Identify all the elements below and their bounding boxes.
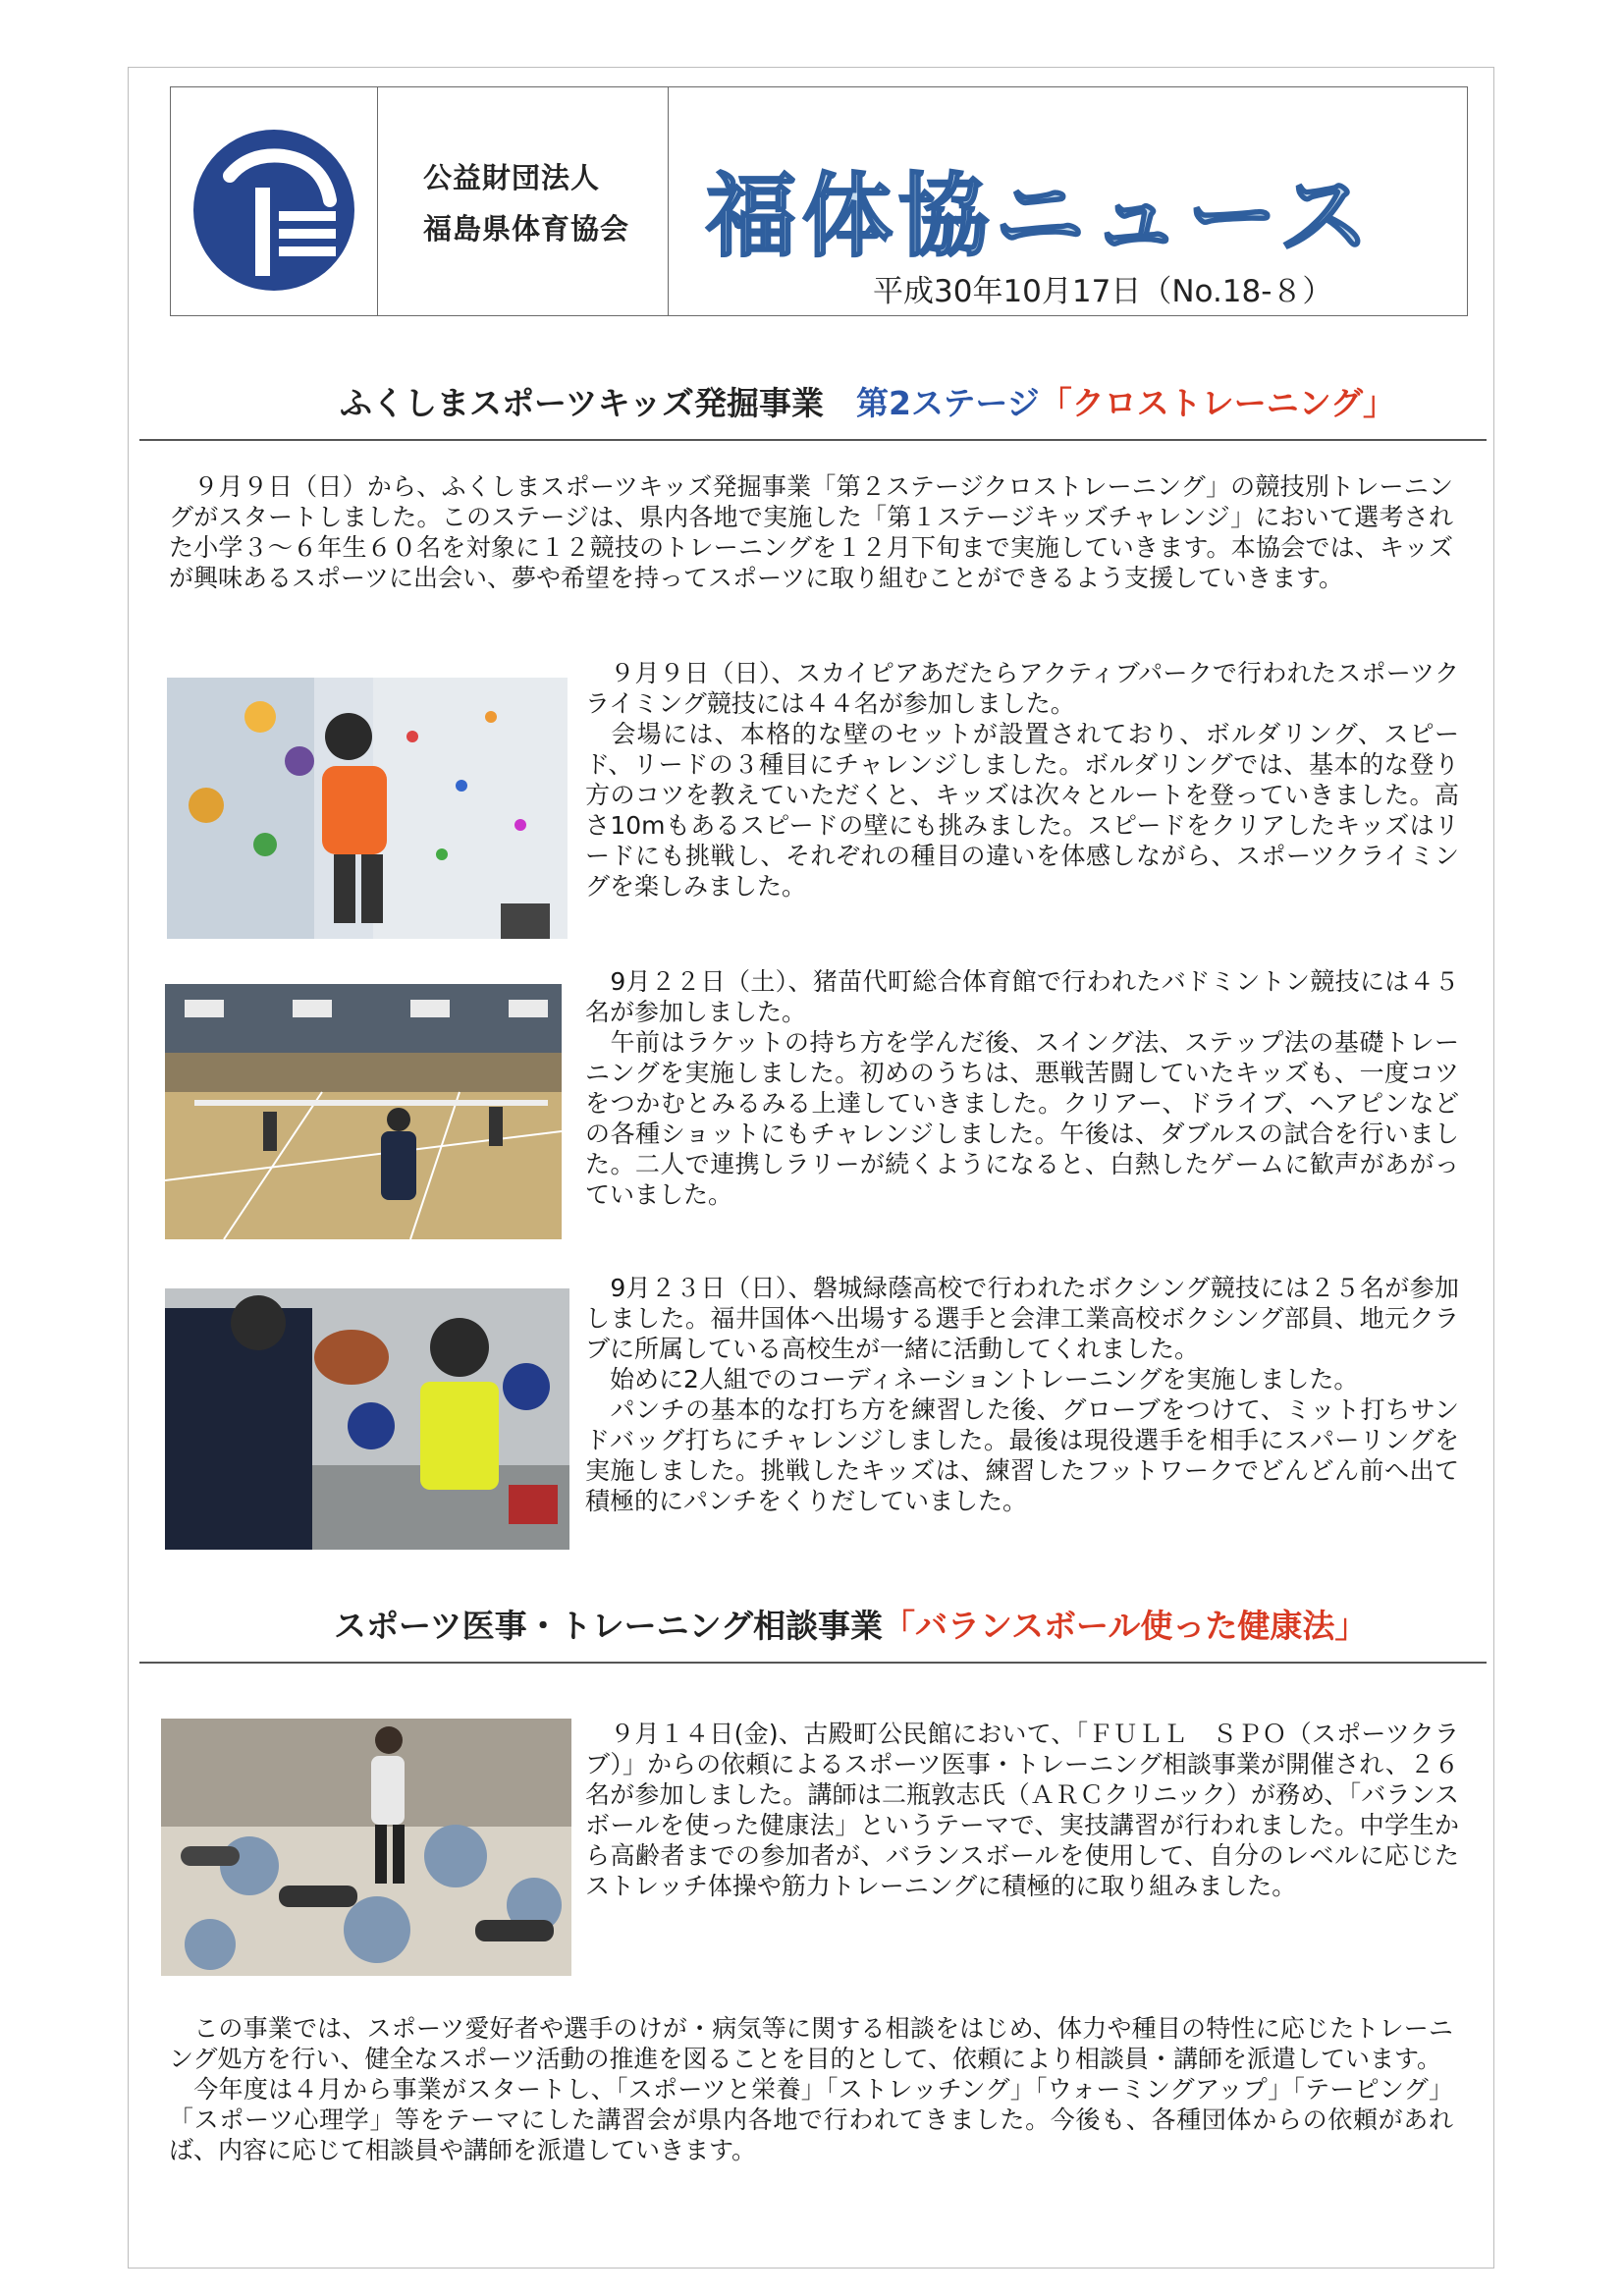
organization-name-cell	[379, 87, 669, 315]
section1-divider	[139, 439, 1487, 441]
balance-ball-photo	[161, 1719, 571, 1976]
fukushima-sports-association-logo-icon	[190, 127, 357, 294]
section1-heading-accent: 「クロストレーニング」	[1039, 384, 1396, 422]
balance-ball-text: ９月１４日(金)、古殿町公民館において、「ＦＵＬＬ ＳＰＯ（スポーツクラブ）」からの依頼によるスポーツ医事・トレーニング相談事業が開催され、２６名が参加しました。講師は二瓶敦志氏（ＡＲＣクリニック）が務め、「バランスボールを使った健康法」というテーマで、実技講習が行われました。中学生から高齢者までの参加者が、バランスボールを使用して、自分のレベルに応じたストレッチ体操や筋力トレーニングに積極的に取り組みました。	[585, 1720, 1459, 1900]
climbing-text: ９月９日（日）、スカイピアあだたらアクティブパークで行われたスポーツクライミング競技には４４名が参加しました。 会場には、本格的な壁のセットが設置されており、ボルダリング、スピード、リードの３種目にチャレンジしました。ボルダリングでは、基本的な登り方のコツを教えていただくと、キッズは次々とルートを登っていきました。高さ10mもあるスピードの壁にも挑みました。スピードをクリアしたキッズはリードにも挑戦し、それぞれの種目の違いを体感しながら、スポーツクライミングを楽しみました。	[585, 659, 1459, 901]
section1-intro: ９月９日（日）から、ふくしまスポーツキッズ発掘事業「第２ステージクロストレーニング」の競技別トレーニングがスタートしました。このステージは、県内各地で実施した「第１ステージキッズチャレンジ」において選考された小学３～６年生６０名を対象に１２競技のトレーニングを１２月下旬まで実施していきます。本協会では、キッズが興味あるスポーツに出会い、夢や希望を持ってスポーツに取り組むことができるよう支援していきます。	[169, 472, 1453, 592]
newsletter-title: 福体協ニュース	[706, 164, 1376, 269]
badminton-text: 9月２２日（土）、猪苗代町総合体育館で行われたバドミントン競技には４５名が参加しました。 午前はラケットの持ち方を学んだ後、スイング法、ステップ法の基礎トレーニングを実施しました。初めのうちは、悪戦苦闘していたキッズも、一度コツをつかむとみるみる上達していきました。クリアー、ドライブ、ヘアピンなどの各種ショットにもチャレンジしました。午後は、ダブルスの試合を行いました。二人で連携しラリーが続くようになると、白熱したゲームに歓声があがっていました。	[585, 967, 1459, 1209]
section2-heading	[334, 1601, 1367, 1647]
section2-heading-accent: 「バランスボール使った健康法」	[883, 1607, 1368, 1645]
boxing-text: 9月２３日（日）、磐城緑蔭高校で行われたボクシング競技には２５名が参加しました。福井国体へ出場する選手と会津工業高校ボクシング部員、地元クラブに所属している高校生が一緒に活動してくれました。 始めに2人組でのコーディネーショントレーニングを実施しました。 パンチの基本的な打ち方を練習した後、グローブをつけて、ミット打ちサンドバッグ打ちにチャレンジしました。最後は現役選手を相手にスパーリングを実施しました。挑戦したキッズは、練習したフットワークでどんどん前へ出て積極的にパンチをくりだしていました。	[585, 1274, 1459, 1515]
section1-heading-stage: 第2ステージ	[856, 384, 1040, 422]
logo-cell	[171, 87, 378, 315]
issue-date: 平成30年10月17日（No.18‐８）	[873, 274, 1333, 309]
masthead	[170, 86, 1468, 316]
organization-type: 公益財団法人	[423, 161, 601, 194]
section1-heading	[340, 378, 1395, 424]
section2-heading-main: スポーツ医事・トレーニング相談事業	[334, 1607, 884, 1645]
boxing-photo	[165, 1288, 569, 1550]
section1-heading-main: ふくしまスポーツキッズ発掘事業	[340, 384, 857, 422]
organization-name: 福島県体育協会	[423, 212, 630, 246]
climbing-photo	[167, 678, 568, 939]
consultation-closing-text: この事業では、スポーツ愛好者や選手のけが・病気等に関する相談をはじめ、体力や種目の特性に応じたトレーニング処方を行い、健全なスポーツ活動の推進を図ることを目的として、依頼により相談員・講師を派遣しています。 今年度は４月から事業がスタートし、「スポーツと栄養」「ストレッチング」「ウォーミングアップ」「テーピング」「スポーツ心理学」等をテーマにした講習会が県内各地で行われてきました。今後も、各種団体からの依頼があれば、内容に応じて相談員や講師を派遣していきます。	[169, 2014, 1453, 2164]
badminton-photo	[165, 984, 562, 1239]
section2-divider	[139, 1662, 1487, 1664]
